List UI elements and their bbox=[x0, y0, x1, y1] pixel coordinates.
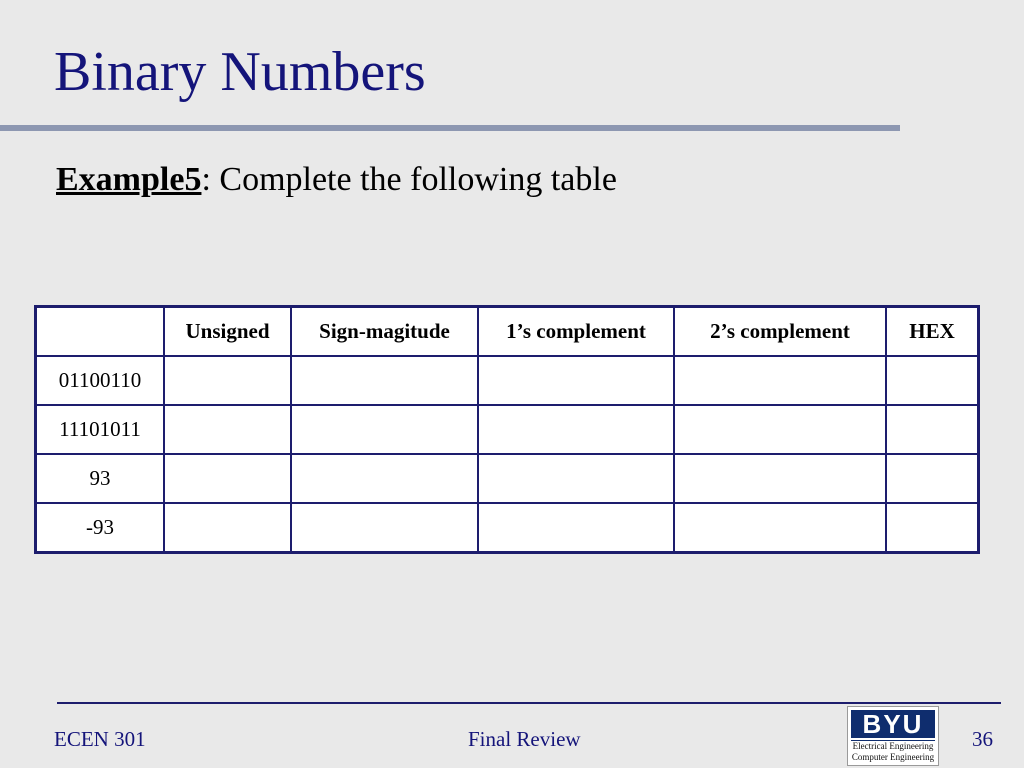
table-cell bbox=[164, 454, 291, 503]
table-row bbox=[36, 356, 979, 405]
table-cell bbox=[478, 454, 674, 503]
table-cell bbox=[291, 503, 478, 553]
row-label: -93 bbox=[36, 503, 165, 553]
table-row bbox=[36, 503, 979, 553]
table-cell bbox=[478, 356, 674, 405]
table-cell bbox=[674, 405, 886, 454]
byu-logo bbox=[847, 706, 939, 766]
table-cell bbox=[674, 454, 886, 503]
example-instruction: : Complete the following table bbox=[201, 161, 617, 198]
row-label: 01100110 bbox=[36, 356, 165, 405]
table-header-hex: HEX bbox=[886, 307, 979, 357]
table-row bbox=[36, 454, 979, 503]
table-cell bbox=[886, 503, 979, 553]
table-cell bbox=[164, 503, 291, 553]
logo-department-line-2: Computer Engineering bbox=[851, 752, 935, 762]
table-header-corner bbox=[36, 307, 165, 357]
conversion-table bbox=[34, 305, 980, 554]
footer-course: ECEN 301 bbox=[54, 727, 146, 751]
page-number: 36 bbox=[972, 727, 993, 751]
table-cell bbox=[886, 405, 979, 454]
table-header-row bbox=[36, 307, 979, 357]
table-cell bbox=[291, 405, 478, 454]
table-header-unsigned: Unsigned bbox=[164, 307, 291, 357]
table-header-twos-complement: 2’s complement bbox=[674, 307, 886, 357]
example-label: Example5 bbox=[56, 161, 202, 198]
footer-title: Final Review bbox=[468, 727, 581, 751]
logo-department-line-1: Electrical Engineering bbox=[852, 741, 934, 751]
row-label: 11101011 bbox=[36, 405, 165, 454]
example-heading bbox=[56, 160, 617, 201]
table-cell bbox=[478, 405, 674, 454]
slide-title: Binary Numbers bbox=[54, 41, 426, 103]
footer-divider bbox=[57, 702, 1001, 704]
table-header-sign-magnitude: Sign-magitude bbox=[291, 307, 478, 357]
table-cell bbox=[164, 356, 291, 405]
table-cell bbox=[886, 454, 979, 503]
table-row bbox=[36, 405, 979, 454]
table-cell bbox=[291, 356, 478, 405]
table-cell bbox=[674, 356, 886, 405]
title-divider bbox=[0, 125, 900, 131]
table-cell bbox=[674, 503, 886, 553]
table-cell bbox=[291, 454, 478, 503]
row-label: 93 bbox=[36, 454, 165, 503]
table-cell bbox=[478, 503, 674, 553]
byu-logo-mark: BYU bbox=[851, 710, 935, 738]
table-cell bbox=[164, 405, 291, 454]
table-cell bbox=[886, 356, 979, 405]
table-header-ones-complement: 1’s complement bbox=[478, 307, 674, 357]
